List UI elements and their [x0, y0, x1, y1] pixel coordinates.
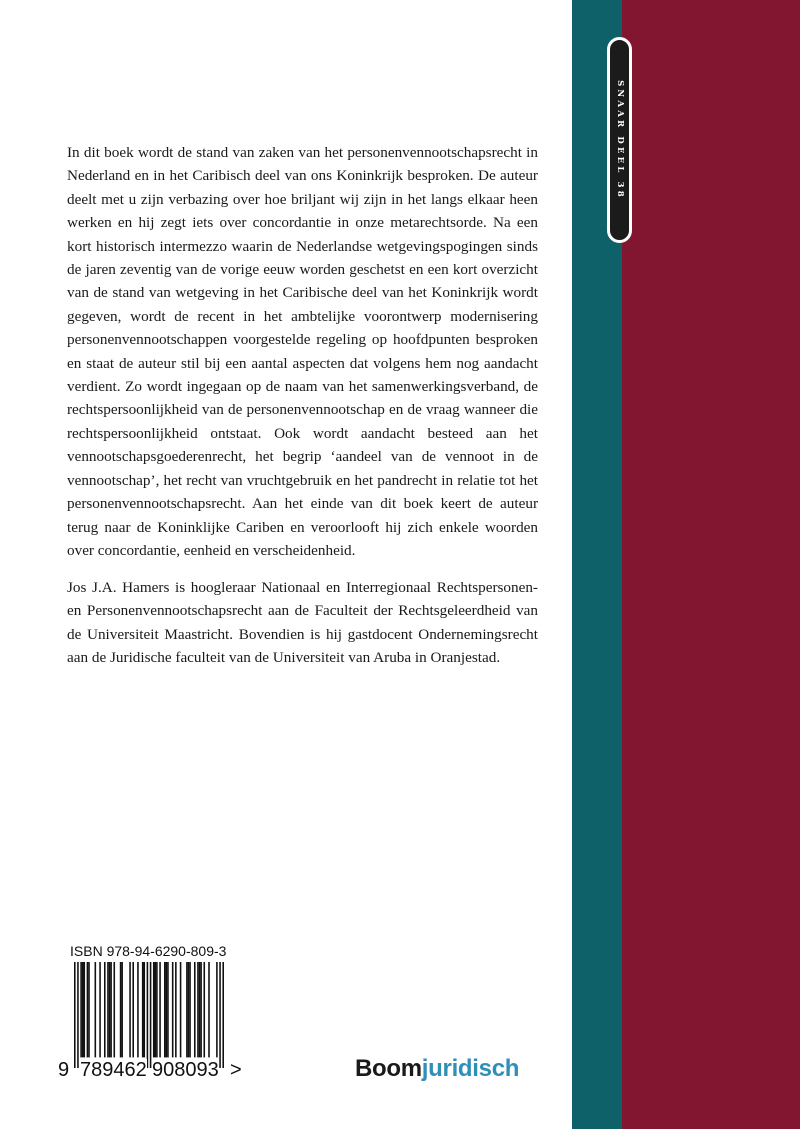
barcode-bar	[95, 962, 97, 1057]
barcode-bar	[164, 962, 166, 1057]
publisher-logo	[355, 1055, 519, 1083]
barcode-digit-end: >	[230, 1059, 242, 1081]
series-label-text: SNAAR DEEL 38	[614, 80, 625, 200]
barcode-bar	[189, 962, 191, 1057]
barcode-bar	[219, 962, 221, 1068]
barcode-bar	[186, 962, 188, 1057]
barcode-bar	[194, 962, 196, 1057]
front-cover-edge	[622, 0, 800, 1129]
barcode-bar	[109, 962, 111, 1057]
barcode-bar	[143, 962, 145, 1057]
isbn-label: ISBN 978-94-6290-809-3	[70, 943, 227, 959]
barcode-bar	[150, 962, 152, 1068]
barcode-bar	[80, 962, 82, 1057]
barcode-bar	[88, 962, 90, 1057]
barcode-bar	[208, 962, 210, 1057]
barcode-bar	[99, 962, 101, 1057]
barcode-bar	[104, 962, 106, 1057]
barcode-digits-right: 908093	[152, 1059, 219, 1081]
book-description: In dit boek wordt de stand van zaken van het personenvennootschapsrecht in Nederland en in het Caribisch deel van ons Koninkrijk besproken. De auteur deelt met u zijn verbazing over hoe briljant wij zijn in het langs elkaar heen werken en hij zegt iets over concordantie in onze metarechtsorde. Na een kort historisch intermezzo waarin de Nederlandse wetgevingspogingen sinds de jaren zeventig van de vorige eeuw worden geschetst en een kort overzicht van de stand van wetgeving in het Caribische deel van het Koninkrijk wordt gegeven, wordt de recent in het ambtelijke voorontwerp modernisering personenvennootschappen voorgestelde regeling op hoofdpunten besproken en staat de auteur stil bij een aantal aspecten dat volgens hem nog aandacht verdient. Zo wordt ingegaan op de naam van het samenwerkingsverband, de rechtspersoonlijkheid van de personenvennootschap en de vraag wanneer die rechtspersoonlijkheid ontstaat. Ook wordt aandacht besteed aan het vennootschapsgoederenrecht, het begrip ‘aandeel van de vennoot in de vennootschap’, het recht van vruchtgebruik en het pandrecht in relatie tot het personenvennootschapsrecht. Aan het einde van dit boek keert de auteur terug naar de Koninklijke Cariben en veroorlooft hij zich enkele woorden over concordantie, eenheid en verscheidenheid.	[67, 144, 538, 559]
barcode-bar	[167, 962, 169, 1057]
barcode-digits-left: 789462	[80, 1059, 147, 1081]
barcode-bar	[142, 962, 144, 1057]
barcode-bar	[137, 962, 139, 1057]
publisher-logo-juridisch: juridisch	[421, 1055, 520, 1082]
barcode-bar	[129, 962, 131, 1057]
barcode-bar	[203, 962, 205, 1057]
barcode-bar	[159, 962, 161, 1057]
barcode-bar	[175, 962, 177, 1057]
isbn-barcode	[74, 962, 224, 1068]
barcode-bar	[132, 962, 134, 1057]
barcode-bar	[77, 962, 79, 1068]
barcode-bar	[113, 962, 115, 1057]
barcode-bar	[107, 962, 109, 1057]
barcode-bar	[216, 962, 218, 1057]
barcode-bar	[172, 962, 174, 1057]
barcode-bar	[188, 962, 190, 1057]
barcode-bar	[82, 962, 84, 1057]
barcode-bar	[120, 962, 122, 1057]
barcode-digit-first: 9	[58, 1059, 70, 1081]
barcode-digits	[58, 1059, 248, 1083]
barcode-bar	[166, 962, 168, 1057]
author-bio: Jos J.A. Hamers is hoogleraar Nationaal en Interregionaal Rechtspersonen- en Personenvennootschapsrecht aan de Faculteit der Rechtsgeleerdheid van de Universiteit Maastricht. Bovendien is hij gastdocent Ondernemingsrecht aan de Juridische faculteit van de Universiteit van Aruba in Oranjestad.	[67, 579, 538, 667]
barcode-bar	[87, 962, 89, 1057]
barcode-bar	[180, 962, 182, 1057]
barcode-bar	[110, 962, 112, 1057]
barcode-bar	[147, 962, 149, 1068]
barcode-bar	[222, 962, 224, 1068]
barcode-bar	[200, 962, 202, 1057]
barcode-bar	[156, 962, 158, 1057]
barcode-bar	[121, 962, 123, 1057]
barcode-bar	[155, 962, 157, 1057]
barcode-bar	[197, 962, 199, 1057]
publisher-logo-boom: Boom	[355, 1055, 422, 1082]
barcode-bar	[74, 962, 76, 1068]
barcode-bar	[83, 962, 85, 1057]
series-label	[607, 37, 632, 243]
barcode-bar	[199, 962, 201, 1057]
barcode-bar	[153, 962, 155, 1057]
